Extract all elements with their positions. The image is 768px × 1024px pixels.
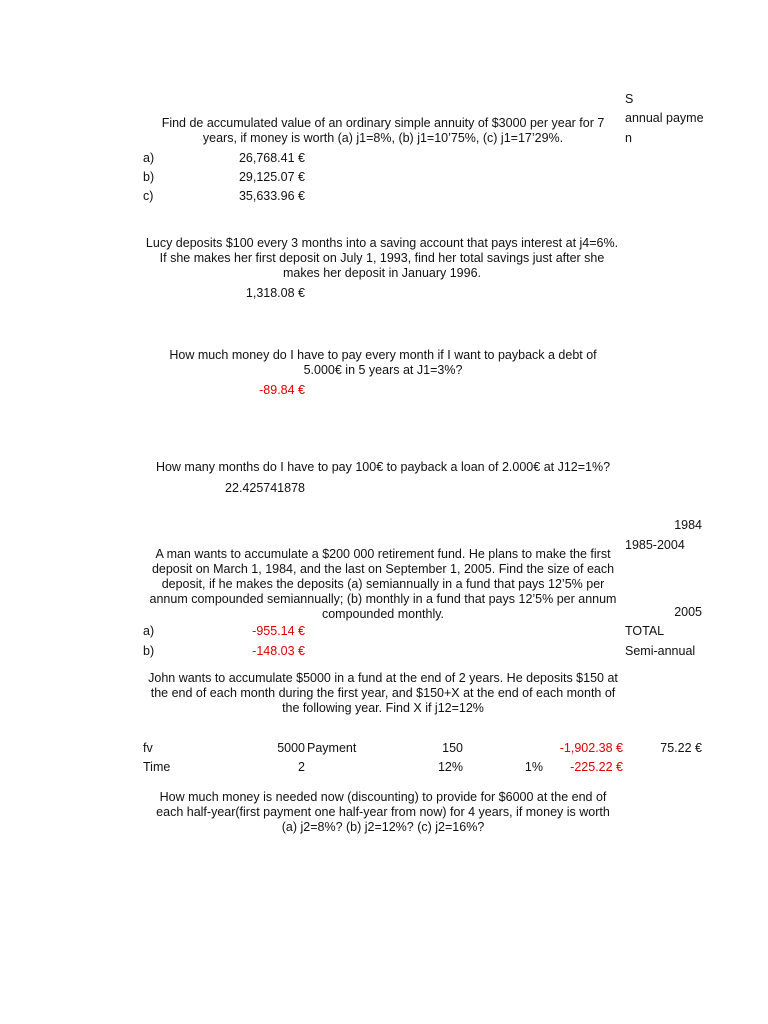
q1-line-2: years, if money is worth (a) j1=8%, (b) j1=10’75%, (c) j1=17’29%. [202,131,564,145]
q1-answer-c-label: c) [143,189,154,203]
q6-result-1: -1,902.38 € [559,741,623,755]
q6-monthly-rate: 1% [524,760,543,774]
side-note-semi-annual: Semi-annual [625,644,696,658]
q7-line-1: How much money is needed now (discounting) to provide for $6000 at the end of [159,790,607,804]
q3-line-1: How much money do I have to pay every month if I want to payback a debt of [169,348,597,362]
q3-answer: -89.84 € [259,383,305,397]
q6-fv-value: 5000 [277,741,305,755]
side-note-2005: 2005 [674,605,702,619]
q1-answer-a-label: a) [143,151,155,165]
q2-line-2: If she makes her first deposit on July 1, 1993, find her total savings just after she [159,251,605,265]
q5-answer-b-value: -148.03 € [252,644,305,658]
q6-time-label: Time [143,760,171,774]
q5-answer-a-label: a) [143,624,155,638]
q6-line-3: the following year. Find X if j12=12% [282,701,484,715]
side-note-n: n [625,131,632,145]
side-note-1984: 1984 [674,518,702,532]
q5-line-3: deposit, if he makes the deposits (a) semiannually in a fund that pays 12’5% per [161,577,605,591]
q6-fv-label: fv [143,741,153,755]
q7-line-2: each half-year(first payment one half-year from now) for 4 years, if money is worth [156,805,610,819]
side-note-s: S [625,92,634,106]
q4-answer: 22.425741878 [225,481,305,495]
side-note-annual-payment: annual payme [625,111,704,125]
q5-line-4: annum compounded semiannually; (b) monthly in a fund that pays 12’5% per annum [149,592,617,606]
q1-answer-c-value: 35,633.96 € [238,189,305,203]
q2-answer: 1,318.08 € [245,286,305,300]
q4-line-1: How many months do I have to pay 100€ to payback a loan of 2.000€ at J12=1%? [155,460,611,474]
q5-answer-a-value: -955.14 € [252,624,305,638]
side-note-1985-2004: 1985-2004 [625,538,685,552]
q1-answer-b-label: b) [143,170,155,184]
q2-line-1: Lucy deposits $100 every 3 months into a saving account that pays interest at j4=6%. [145,236,619,250]
q5-line-5: compounded monthly. [321,607,445,621]
q1-answer-b-value: 29,125.07 € [238,170,305,184]
q2-line-3: makes her deposit in January 1996. [282,266,482,280]
q6-payment-value: 150 [442,741,463,755]
q1-line-1: Find de accumulated value of an ordinary simple annuity of $3000 per year for 7 [161,116,605,130]
q5-line-1: A man wants to accumulate a $200 000 retirement fund. He plans to make the first [155,547,611,561]
q1-answer-a-value: 26,768.41 € [238,151,305,165]
q6-rate: 12% [437,760,463,774]
q5-line-2: deposit on March 1, 1984, and the last on September 1, 2005. Find the size of each [151,562,615,576]
q6-line-1: John wants to accumulate $5000 in a fund at the end of 2 years. He deposits $150 at [148,671,618,685]
q6-result-2: -225.22 € [570,760,623,774]
q3-line-2: 5.000€ in 5 years at J1=3%? [303,363,463,377]
q6-x-value: 75.22 € [660,741,702,755]
q7-line-3: (a) j2=8%? (b) j2=12%? (c) j2=16%? [281,820,485,834]
q6-payment-label: Payment [307,741,357,755]
side-note-total: TOTAL [625,624,665,638]
q6-line-2: the end of each month during the first year, and $150+X at the end of each month of [150,686,616,700]
q6-time-value: 2 [298,760,305,774]
q5-answer-b-label: b) [143,644,155,658]
